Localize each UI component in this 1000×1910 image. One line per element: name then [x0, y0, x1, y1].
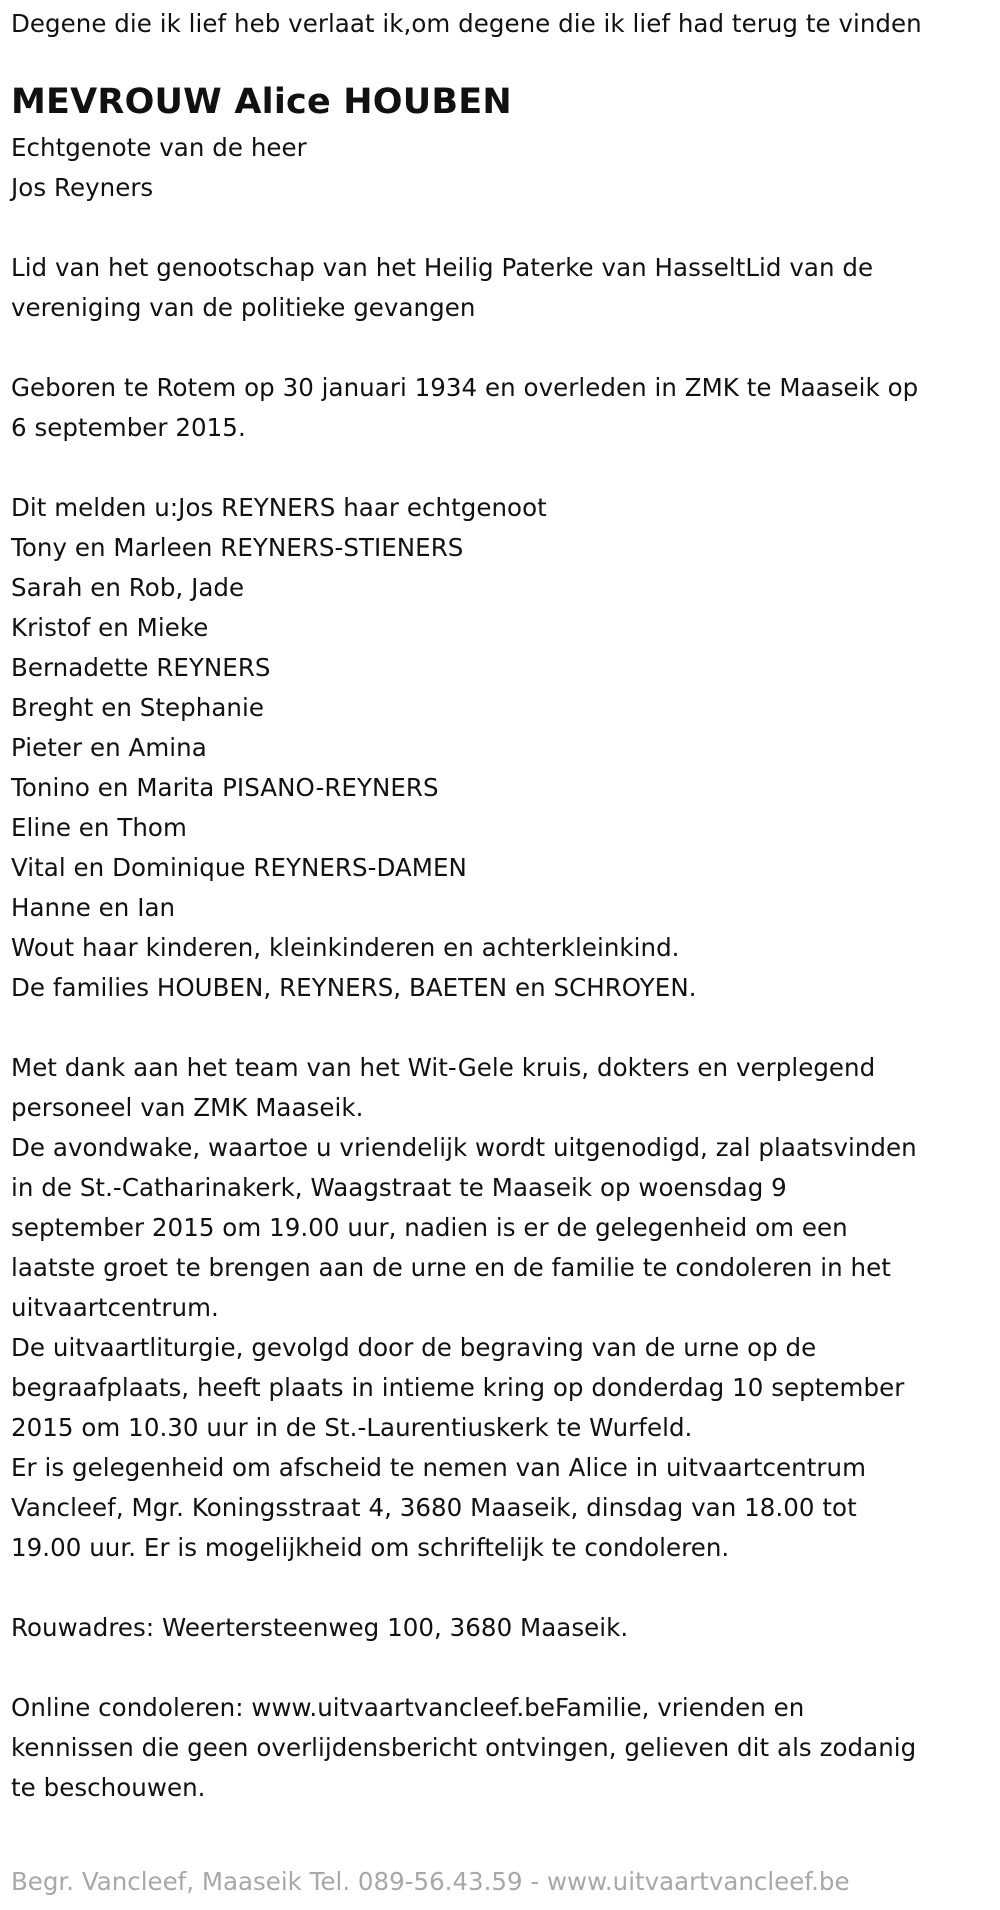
spouse-line: Echtgenote van de heer — [11, 133, 307, 162]
announcer-line: Dit melden u:Jos REYNERS haar echtgenoot — [11, 493, 547, 522]
birth-death-block — [11, 368, 988, 448]
announcer-line: Bernadette REYNERS — [11, 653, 271, 682]
ceremony-line: september 2015 om 19.00 uur, nadien is er de gelegenheid om een — [11, 1213, 848, 1242]
spouse-block — [11, 128, 988, 208]
ceremony-line: 19.00 uur. Er is mogelijkheid om schriftelijk te condoleren. — [11, 1533, 730, 1562]
announcer-line: Sarah en Rob, Jade — [11, 573, 245, 602]
memberships-block — [11, 248, 988, 328]
online-line: te beschouwen. — [11, 1773, 206, 1802]
memberships-line: Lid van het genootschap van het Heilig Paterke van HasseltLid van de — [11, 253, 874, 282]
spacer — [11, 1648, 988, 1688]
spacer — [11, 1008, 988, 1048]
online-line: kennissen die geen overlijdensbericht ontvingen, gelieven dit als zodanig — [11, 1733, 917, 1762]
funeral-home-footer: Begr. Vancleef, Maaseik Tel. 089-56.43.59 - www.uitvaartvancleef.be — [11, 1867, 850, 1896]
ceremony-line: Er is gelegenheid om afscheid te nemen van Alice in uitvaartcentrum — [11, 1453, 866, 1482]
ceremony-block — [11, 1048, 988, 1568]
ceremony-line: laatste groet te brengen aan de urne en de familie te condoleren in het — [11, 1253, 891, 1282]
online-condolence-block — [11, 1688, 988, 1808]
announcer-line: Wout haar kinderen, kleinkinderen en achterkleinkind. — [11, 933, 680, 962]
announcer-line: Breght en Stephanie — [11, 693, 264, 722]
announcer-line: Eline en Thom — [11, 813, 187, 842]
ceremony-line: De uitvaartliturgie, gevolgd door de begraving van de urne op de — [11, 1333, 817, 1362]
memberships-line: vereniging van de politieke gevangen — [11, 293, 476, 322]
mourning-address: Rouwadres: Weertersteenweg 100, 3680 Maaseik. — [11, 1613, 629, 1642]
announcer-line: Pieter en Amina — [11, 733, 207, 762]
spacer — [11, 328, 988, 368]
announcer-line: Hanne en Ian — [11, 893, 176, 922]
ceremony-line: in de St.-Catharinakerk, Waagstraat te Maaseik op woensdag 9 — [11, 1173, 787, 1202]
birth-death-line: 6 september 2015. — [11, 413, 246, 442]
announcer-line: De families HOUBEN, REYNERS, BAETEN en SCHROYEN. — [11, 973, 697, 1002]
motto-text: Degene die ik lief heb verlaat ik,om degene die ik lief had terug te vinden — [11, 9, 922, 38]
ceremony-line: Vancleef, Mgr. Koningsstraat 4, 3680 Maaseik, dinsdag van 18.00 tot — [11, 1493, 857, 1522]
spacer — [11, 1568, 988, 1608]
online-line: Online condoleren: www.uitvaartvancleef.beFamilie, vrienden en — [11, 1693, 805, 1722]
spacer — [11, 208, 988, 248]
deceased-name-heading: MEVROUW Alice HOUBEN — [11, 82, 512, 122]
ceremony-line: uitvaartcentrum. — [11, 1293, 219, 1322]
announcers-block — [11, 488, 988, 1008]
ceremony-line: 2015 om 10.30 uur in de St.-Laurentiuskerk te Wurfeld. — [11, 1413, 693, 1442]
spouse-line: Jos Reyners — [11, 173, 154, 202]
ceremony-line: De avondwake, waartoe u vriendelijk wordt uitgenodigd, zal plaatsvinden — [11, 1133, 917, 1162]
announcer-line: Tony en Marleen REYNERS-STIENERS — [11, 533, 464, 562]
announcer-line: Vital en Dominique REYNERS-DAMEN — [11, 853, 467, 882]
birth-death-line: Geboren te Rotem op 30 januari 1934 en overleden in ZMK te Maaseik op — [11, 373, 919, 402]
ceremony-line: begraafplaats, heeft plaats in intieme kring op donderdag 10 september — [11, 1373, 905, 1402]
spacer — [11, 448, 988, 488]
ceremony-line: Met dank aan het team van het Wit-Gele kruis, dokters en verplegend — [11, 1053, 876, 1082]
announcer-line: Kristof en Mieke — [11, 613, 209, 642]
announcer-line: Tonino en Marita PISANO-REYNERS — [11, 773, 439, 802]
ceremony-line: personeel van ZMK Maaseik. — [11, 1093, 364, 1122]
